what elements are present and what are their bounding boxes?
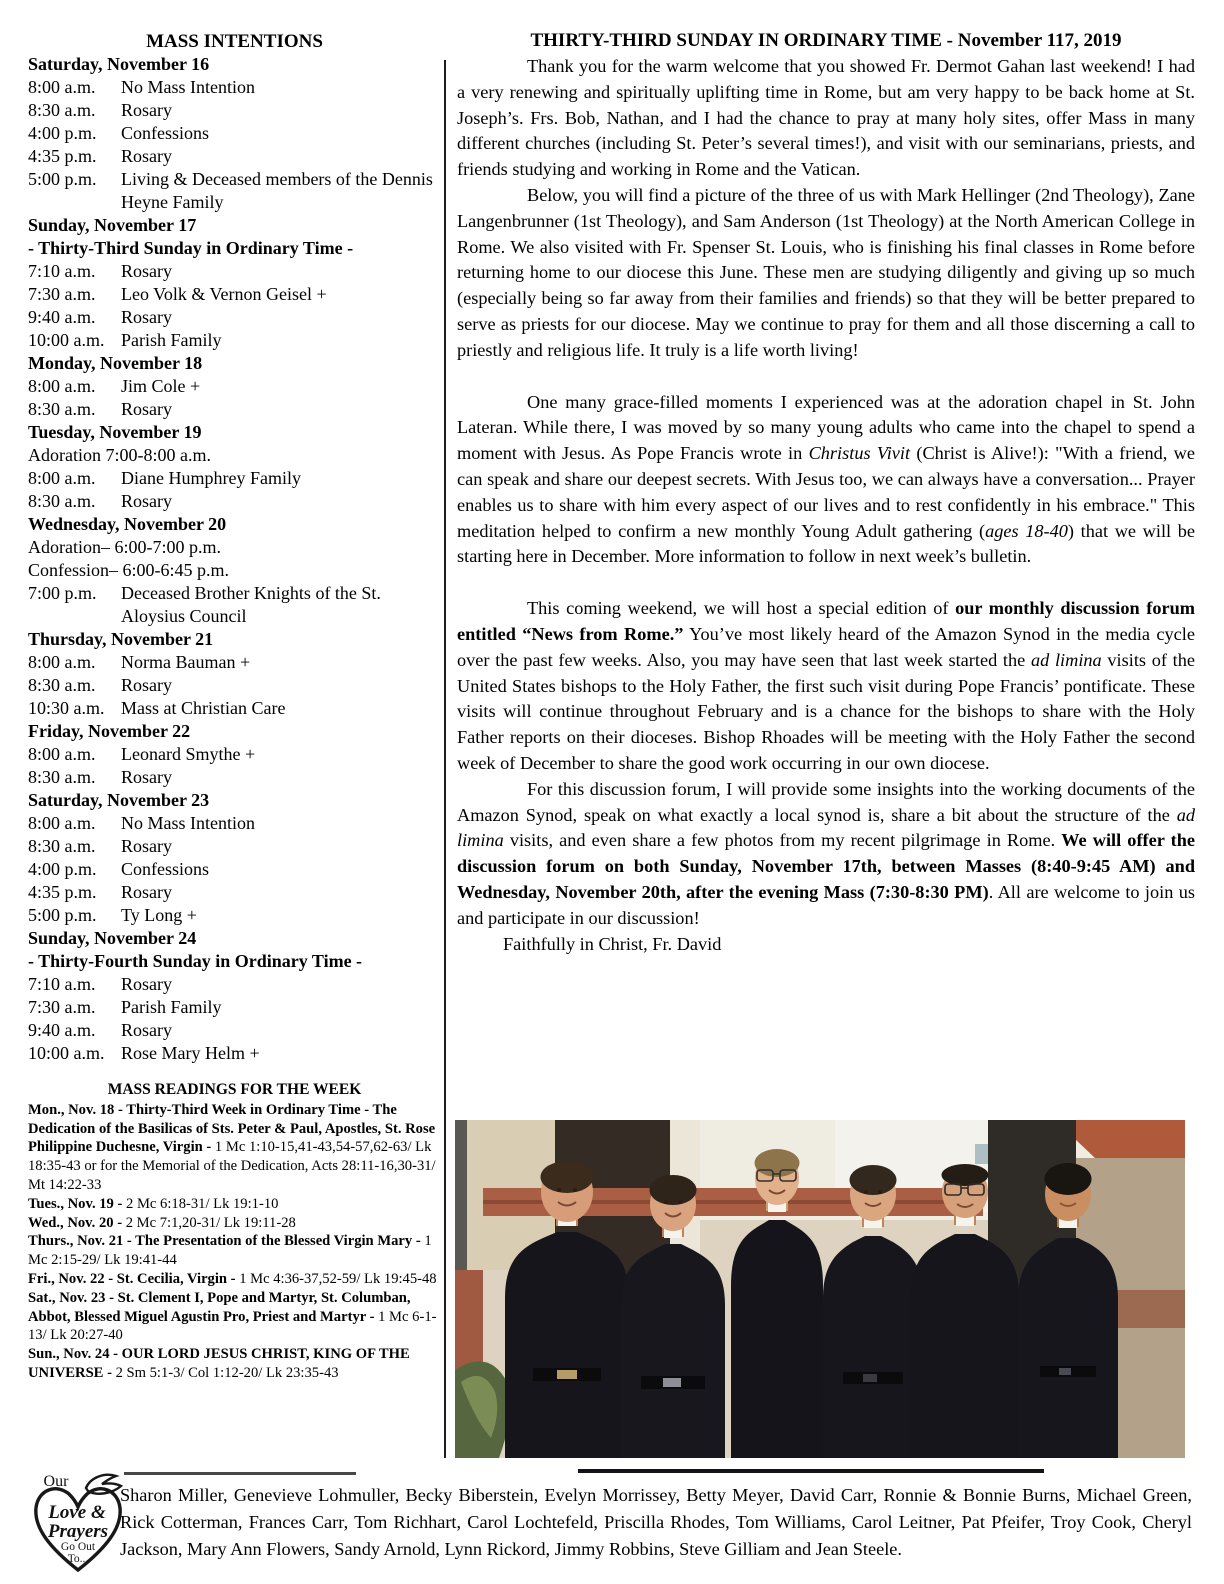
reading-item [28, 1270, 441, 1289]
mass-entry [28, 743, 441, 766]
mass-entry-description: Mass at Christian Care [121, 698, 286, 718]
mass-readings-section [28, 1081, 441, 1383]
text-run: Mon., Nov. 18 - Thirty-Third Week in Ordinary Time - The Dedication of the Basilicas of Sts. Peter & Paul, Apostles, St. Rose Philippine Duchesne, Virgin - [28, 1101, 436, 1156]
letter-paragraph [457, 390, 1195, 571]
mass-entry-description: Rosary [121, 1020, 172, 1040]
mass-entry-description: Rosary [121, 836, 172, 856]
letter-paragraph [457, 777, 1195, 932]
mass-entry-description: Leo Volk & Vernon Geisel + [121, 284, 327, 304]
mass-readings-title: MASS READINGS FOR THE WEEK [107, 1081, 362, 1098]
text-run: 1 Mc 2:15-29/ Lk 19:41-44 [28, 1233, 432, 1269]
mass-entry-description: Parish Family [121, 330, 222, 350]
mass-entry-description: Jim Cole + [121, 376, 201, 396]
mass-intentions-list [28, 53, 441, 1065]
logo-text-to: To... [67, 1553, 89, 1565]
mass-entry-description: Rose Mary Helm + [121, 1043, 260, 1063]
mass-entry-time: 8:30 a.m. [28, 399, 96, 419]
text-run: our monthly discussion forum entitled “News from Rome.” [457, 598, 1195, 644]
letter-paragraph [457, 596, 1195, 777]
reading-item [28, 1345, 441, 1383]
day-header: Saturday, November 16 [28, 54, 210, 74]
mass-entry-time: 10:30 a.m. [28, 698, 105, 718]
text-run: Faithfully in Christ, Fr. David [503, 933, 722, 954]
mass-entry [28, 375, 441, 398]
text-run: Thurs., Nov. 21 - The Presentation of the Blessed Virgin Mary - [28, 1233, 425, 1250]
mass-entry-time: 4:35 p.m. [28, 146, 97, 166]
mass-entry-description: Rosary [121, 146, 172, 166]
text-run: Sun., Nov. 24 - OUR LORD JESUS CHRIST, KING OF THE UNIVERSE - [28, 1346, 410, 1381]
mass-entry [28, 651, 441, 674]
mass-entry [28, 145, 441, 168]
mass-entry-description: Diane Humphrey Family [121, 468, 301, 488]
mass-entry-time: 8:00 a.m. [28, 376, 96, 396]
day-header: Sunday, November 17 [28, 215, 197, 235]
text-run: visits, and even share a few photos from my recent pilgrimage in Rome. [503, 830, 1062, 851]
text-run: (Christ is Alive!): "With a friend, we can speak and share our deepest secrets. With Jesus too, we can always have a conversation... Prayer enables us to share with him every aspect of our lives and to rest confidently in his embrace." This meditation helped to confirm a new monthly Young Adult gathering ( [457, 443, 1195, 541]
mass-entry-time: 8:00 a.m. [28, 652, 96, 672]
text-run: 2 Mc 6:18-31/ Lk 19:1-10 [126, 1195, 279, 1212]
mass-entry-description: Rosary [121, 675, 172, 695]
text-run: 1 Mc 6-1-13/ Lk 20:27-40 [28, 1308, 437, 1344]
text-run: 1 Mc 1:10-15,41-43,54-57,62-63/ Lk 18:35-43 or for the Memorial of the Dedication, Acts 28:11-16,30-31/ Mt 14:22-33 [28, 1139, 436, 1193]
mass-entry-description: Rosary [121, 882, 172, 902]
column-divider [444, 60, 446, 1458]
text-run: ad limina [457, 804, 1195, 851]
text-run: One many grace-filled moments I experienced was at the adoration chapel in St. John Lateran. While there, I was moved by so many young adults who came into the chapel to spend a moment with Jesus. As Pope Francis wrote in [457, 391, 1195, 464]
text-run: . All are welcome to join us and participate in our discussion! [457, 881, 1195, 928]
day-subheader: - Thirty-Fourth Sunday in Ordinary Time - [28, 951, 363, 971]
mass-entry-description: Parish Family [121, 997, 222, 1017]
text-run: Christus Vivit [808, 443, 911, 464]
mass-entry-time: 10:00 a.m. [28, 330, 105, 350]
mass-entry [28, 766, 441, 789]
day-header: Friday, November 22 [28, 721, 191, 741]
mass-entry-time: 4:35 p.m. [28, 882, 97, 902]
text-run: visits of the United States bishops to the Holy Father, the first such visit during Pope Francis’ pontificate. These visits will continue throughout February and is a chance for the bishops to share with the Holy Father reports on their dioceses. Bishop Rhoades will be meeting with the Holy Father the second week of December to share the good work occurring in our own diocese. [457, 649, 1195, 773]
mass-entry-description: Rosary [121, 491, 172, 511]
footer-rule-left [124, 1472, 356, 1475]
text-run: 2 Sm 5:1-3/ Col 1:12-20/ Lk 23:35-43 [115, 1364, 339, 1381]
mass-entry-time: 7:10 a.m. [28, 974, 96, 994]
text-run: 2 Mc 7:1,20-31/ Lk 19:11-28 [125, 1214, 296, 1231]
text-run: Thank you for the warm welcome that you showed Fr. Dermot Gahan last weekend! I had a very renewing and spiritually uplifting time in Rome, but am very happy to be back home at St. Joseph’s. Frs. Bob, Nathan, and I had the chance to pray at many holy sites, offer Mass in many different churches (including St. Peter’s several times!), and visit with our seminarians, priests, and friends studying and working in Rome and the Vatican. [457, 56, 1195, 180]
reading-item [28, 1289, 441, 1345]
text-run: Below, you will find a picture of the three of us with Mark Hellinger (2nd Theology), Zane Langenbrunner (1st Theology), and Sam Anderson (1st Theology) at the North American College in Rome. We also visited with Fr. Spenser St. Louis, who is finishing his final classes in Rome before returning home to our diocese this June. These men are studying diligently and giving up so much (especially being so far away from their families and friends) so that they will be better prepared to serve as priests for our diocese. May we continue to pray for them and all those discerning a call to priestly and religious life. It truly is a life worth living! [457, 184, 1195, 360]
text-run: This coming weekend, we will host a special edition of [527, 598, 956, 619]
mass-entry-description: Confessions [121, 123, 210, 143]
mass-entry-description: No Mass Intention [121, 813, 255, 833]
mass-entry-description: Rosary [121, 767, 172, 787]
seminarians-photo-art [455, 1120, 1185, 1458]
pastor-letter-title: THIRTY-THIRD SUNDAY IN ORDINARY TIME - November 117, 2019 [530, 30, 1122, 51]
reading-item [28, 1101, 441, 1195]
day-subheader: - Thirty-Third Sunday in Ordinary Time - [28, 238, 354, 258]
mass-entry [28, 260, 441, 283]
logo-text-go-out: Go Out [60, 1541, 96, 1553]
mass-entry-time: 8:30 a.m. [28, 836, 96, 856]
mass-entry [28, 283, 441, 306]
mass-entry-description: Confessions [121, 859, 210, 879]
mass-entry-time: 10:00 a.m. [28, 1043, 105, 1063]
mass-entry-time: 8:00 a.m. [28, 77, 96, 97]
text-run: We will offer the discussion forum on both Sunday, November 17th, between Masses (8:40-9:45 AM) and Wednesday, November 20th, after the evening Mass (7:30-8:30 PM) [457, 830, 1195, 902]
prayer-list-names: Sharon Miller, Genevieve Lohmuller, Becky Biberstein, Evelyn Morrissey, Betty Meyer, David Carr, Ronnie & Bonnie Burns, Michael Green, Rick Cotterman, Frances Carr, Tom Richhart, Carol Lochtefeld, Priscilla Rhodes, Tom Williams, Carol Leitner, Pat Pfeifer, Troy Cook, Cheryl Jackson, Mary Ann Flowers, Sandy Arnold, Lynn Rickord, Jimmy Robbins, Steve Gilliam and Jean Steele. [120, 1485, 1192, 1559]
mass-entry-time: 8:30 a.m. [28, 491, 96, 511]
mass-entry-full: Adoration 7:00-8:00 a.m. [28, 445, 211, 465]
mass-entry [28, 812, 441, 835]
mass-entry-full: Adoration– 6:00-7:00 p.m. [28, 537, 221, 557]
text-run: Wed., Nov. 20 - [28, 1214, 126, 1231]
mass-entry [28, 858, 441, 881]
text-run: You’ve most likely heard of the Amazon Synod in the media cycle over the past few weeks. Also, you may have seen that last week started the [457, 623, 1195, 670]
mass-entry [28, 467, 441, 490]
text-run: Sat., Nov. 23 - St. Clement I, Pope and Martyr, St. Columban, Abbot, Blessed Miguel Agustin Pro, Priest and Martyr - [28, 1289, 411, 1325]
mass-entry-time: 9:40 a.m. [28, 307, 96, 327]
mass-entry-time: 8:30 a.m. [28, 675, 96, 695]
reading-item [28, 1232, 441, 1270]
day-header: Wednesday, November 20 [28, 514, 227, 534]
mass-entry [28, 904, 441, 927]
mass-entry [28, 1019, 441, 1042]
mass-entry-description: Leonard Smythe + [121, 744, 256, 764]
mass-entry [28, 99, 441, 122]
mass-entry-time: 4:00 p.m. [28, 859, 97, 879]
mass-entry-description: No Mass Intention [121, 77, 255, 97]
mass-entry [28, 835, 441, 858]
mass-entry-time: 7:00 p.m. [28, 583, 97, 603]
right-column [457, 28, 1195, 957]
text-run: ad limina [1030, 649, 1102, 670]
logo-text-prayers: Prayers [47, 1521, 109, 1542]
mass-entry-time: 7:10 a.m. [28, 261, 96, 281]
mass-entry-full: Confession– 6:00-6:45 p.m. [28, 560, 229, 580]
mass-entry-description: Rosary [121, 100, 172, 120]
mass-entry-description: Norma Bauman + [121, 652, 251, 672]
text-run: ages 18-40 [985, 520, 1068, 541]
mass-entry-time: 8:00 a.m. [28, 744, 96, 764]
mass-entry-description: Rosary [121, 307, 172, 327]
letter-paragraph [457, 183, 1195, 364]
mass-entry-time: 9:40 a.m. [28, 1020, 96, 1040]
mass-entry [28, 697, 441, 720]
day-header: Tuesday, November 19 [28, 422, 202, 442]
text-run: For this discussion forum, I will provide some insights into the working documents of the Amazon Synod, speak on what exactly a local synod is, share a bit about the structure of the [457, 778, 1195, 825]
mass-entry-description: Rosary [121, 399, 172, 419]
letter-paragraph [457, 932, 1195, 958]
mass-entry [28, 168, 441, 214]
logo-text-love: Love & [48, 1502, 106, 1523]
mass-entry-description: Rosary [121, 261, 172, 281]
mass-entry [28, 398, 441, 421]
mass-entry-description: Ty Long + [121, 905, 197, 925]
day-header: Sunday, November 24 [28, 928, 197, 948]
mass-entry-time: 8:00 a.m. [28, 813, 96, 833]
mass-entry-description: Rosary [121, 974, 172, 994]
letter-paragraph [457, 54, 1195, 183]
text-run: Tues., Nov. 19 - [28, 1195, 126, 1212]
mass-entry [28, 306, 441, 329]
mass-entry-time: 8:00 a.m. [28, 468, 96, 488]
mass-entry-time: 7:30 a.m. [28, 997, 96, 1017]
love-prayers-logo [26, 1470, 130, 1576]
left-column [28, 30, 441, 1383]
mass-entry [28, 674, 441, 697]
mass-entry [28, 582, 441, 628]
logo-text-our: Our [43, 1473, 69, 1490]
mass-entry [28, 490, 441, 513]
text-run: 1 Mc 4:36-37,52-59/ Lk 19:45-48 [239, 1270, 437, 1287]
mass-entry [28, 76, 441, 99]
pastor-letter-body [457, 54, 1195, 957]
mass-entry-time: 7:30 a.m. [28, 284, 96, 304]
day-header: Saturday, November 23 [28, 790, 210, 810]
mass-entry [28, 973, 441, 996]
mass-entry-description: Deceased Brother Knights of the St. Aloysius Council [121, 583, 381, 626]
mass-entry-time: 8:30 a.m. [28, 767, 96, 787]
mass-entry-time: 5:00 p.m. [28, 169, 97, 189]
mass-entry [28, 881, 441, 904]
mass-entry-time: 5:00 p.m. [28, 905, 97, 925]
footer-rule-right [578, 1469, 1044, 1473]
mass-entry [28, 122, 441, 145]
heart-dove-logo [26, 1470, 130, 1576]
mass-entry [28, 996, 441, 1019]
text-run: ) that we will be starting here in December. More information to follow in next week’s bulletin. [457, 520, 1196, 567]
mass-entry [28, 1042, 441, 1065]
seminarians-photo [455, 1120, 1185, 1458]
mass-intentions-title: MASS INTENTIONS [146, 31, 323, 52]
text-run: Fri., Nov. 22 - St. Cecilia, Virgin - [28, 1270, 240, 1287]
mass-entry [28, 329, 441, 352]
mass-entry-description: Living & Deceased members of the Dennis Heyne Family [121, 169, 433, 212]
mass-entry-time: 4:00 p.m. [28, 123, 97, 143]
reading-item [28, 1195, 441, 1214]
day-header: Monday, November 18 [28, 353, 203, 373]
mass-entry-time: 8:30 a.m. [28, 100, 96, 120]
reading-item [28, 1214, 441, 1233]
day-header: Thursday, November 21 [28, 629, 214, 649]
mass-readings-list [28, 1101, 441, 1383]
